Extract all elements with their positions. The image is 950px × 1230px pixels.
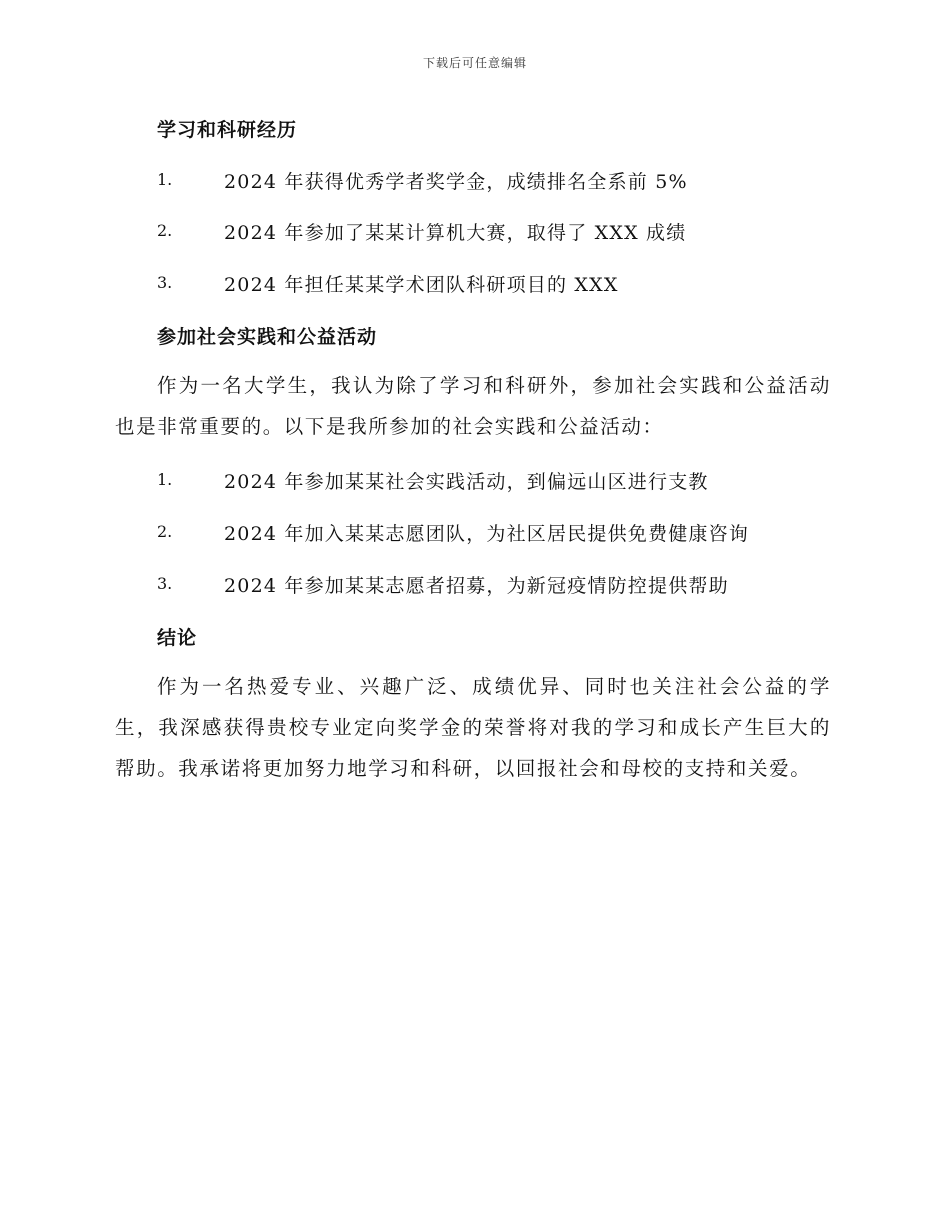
list-item: [157, 519, 857, 549]
list-item: [157, 218, 857, 248]
section-heading-study: 学习和科研经历: [157, 119, 298, 141]
paragraph-conclusion: 作为一名热爱专业、兴趣广泛、成绩优异、同时也关注社会公益的学生，我深感获得贵校专业定向奖学金的荣誉将对我的学习和成长产生巨大的帮助。我承诺将更加努力地学习和科研，以回报社会和母校的支持和关爱。: [115, 675, 831, 780]
list-number: 3.: [157, 273, 173, 292]
list-item: [157, 467, 857, 497]
list-text: 2024 年参加某某志愿者招募，为新冠疫情防控提供帮助: [224, 575, 729, 597]
list-text: 2024 年加入某某志愿团队，为社区居民提供免费健康咨询: [224, 523, 749, 545]
list-number: 2.: [157, 522, 173, 541]
list-text: 2024 年获得优秀学者奖学金，成绩排名全系前 5%: [224, 171, 688, 193]
paragraph-social: 作为一名大学生，我认为除了学习和科研外，参加社会实践和公益活动也是非常重要的。以下是我所参加的社会实践和公益活动：: [115, 374, 831, 438]
list-text: 2024 年参加了某某计算机大赛，取得了 XXX 成绩: [224, 222, 687, 244]
header-note: 下载后可任意编辑: [422, 56, 527, 70]
section-heading-conclusion: 结论: [157, 627, 198, 649]
list-number: 2.: [157, 221, 173, 240]
section-heading-social: 参加社会实践和公益活动: [157, 326, 378, 348]
list-number: 3.: [157, 574, 173, 593]
list-item: [157, 571, 857, 601]
list-text: 2024 年参加某某社会实践活动，到偏远山区进行支教: [224, 471, 709, 493]
list-number: 1.: [157, 470, 173, 489]
list-item: [157, 270, 857, 300]
list-text: 2024 年担任某某学术团队科研项目的 XXX: [224, 274, 619, 296]
list-number: 1.: [157, 170, 173, 189]
list-item: [157, 167, 857, 197]
